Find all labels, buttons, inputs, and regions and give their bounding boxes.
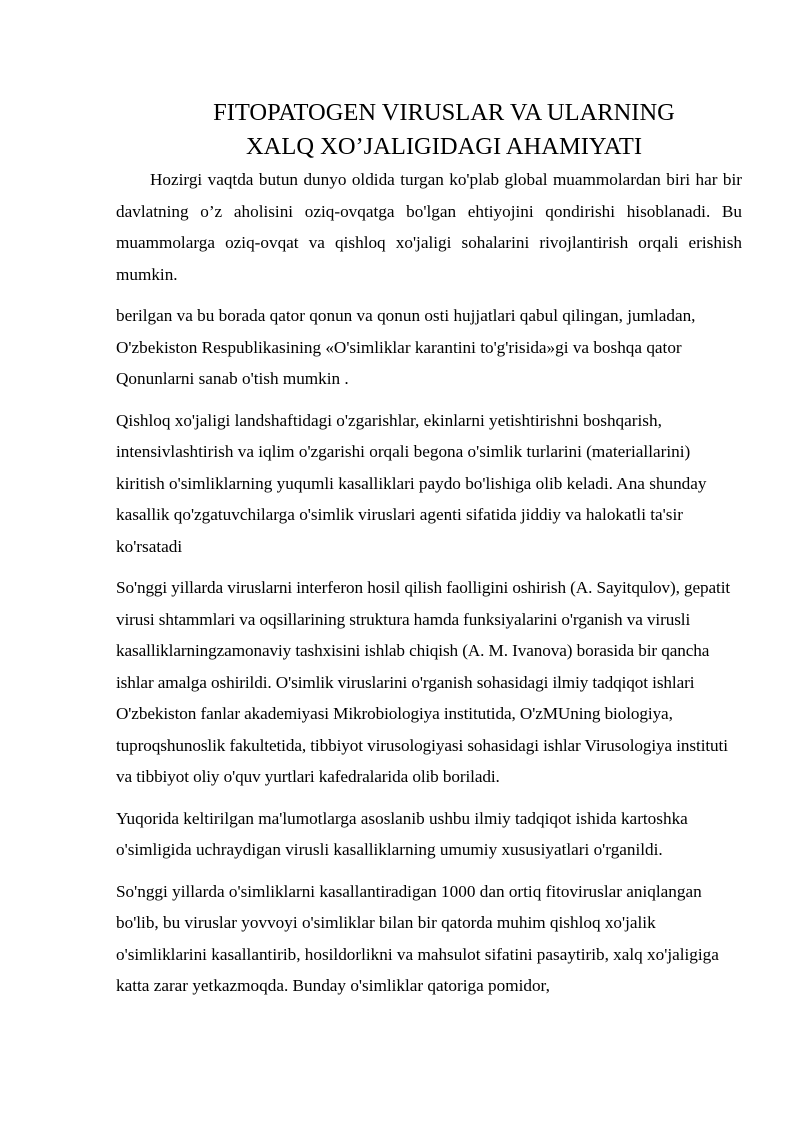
- paragraph-phytoviruses: So'nggi yillarda o'simliklarni kasallantiradigan 1000 dan ortiq fitoviruslar aniqlangan bo'lib, bu viruslar yovvoyi o'simliklar bilan bir qatorda muhim qishloq xo'jalik o'simliklarini kasallantirib, hosildorlikni va mahsulot sifatini pasaytirib, xalq xo'jaligiga katta zarar yetkazmoqda. Bunday o'simliklar qatoriga pomidor,: [116, 881, 719, 995]
- document-title: [146, 96, 742, 164]
- paragraph-intro: Hozirgi vaqtda butun dunyo oldida turgan ko'plab global muammolardan biri har bir davlatning o’z aholisini oziq-ovqatga bo'lgan ehtiyojini qondirishi hisoblanadi. Bu muammolarga oziq-ovqat va qishloq xo'jaligi sohalarini rivojlantirish orqali erishish mumkin.: [116, 170, 742, 284]
- title-line-1: FITOPATOGEN VIRUSLAR VA ULARNING: [213, 99, 675, 126]
- paragraph-research: So'nggi yillarda viruslarni interferon hosil qilish faolligini oshirish (A. Sayitqulov), gepatit virusi shtammlari va oqsillarining struktura hamda funksiyalarini o'rganish va virusli kasalliklarningzamonaviy tashxisini ishlab chiqish (A. M. Ivanova) borasida bir qancha ishlar amalga oshirildi. O'simlik viruslarini o'rganish sohasidagi ilmiy tadqiqot ishlari O'zbekiston fanlar akademiyasi Mikrobiologiya institutida, O'zMUning biologiya, tuproqshunoslik fakultetida, tibbiyot virusologiyasi sohasidagi ishlar Virusologiya instituti va tibbiyot oliy o'quv yurtlari kafedralarida olib boriladi.: [116, 578, 731, 786]
- document-page: [116, 96, 742, 1002]
- paragraph-laws: berilgan va bu borada qator qonun va qonun osti hujjatlari qabul qilingan, jumladan, O'zbekiston Respublikasining «O'simliklar karantini to'g'risida»gi va boshqa qator Qonunlarni sanab o'tish mumkin .: [116, 306, 696, 388]
- paragraph-potato: Yuqorida keltirilgan ma'lumotlarga asoslanib ushbu ilmiy tadqiqot ishida kartoshka o'simligida uchraydigan virusli kasalliklarning umumiy xususiyatlari o'rganildi.: [116, 808, 688, 859]
- paragraph-agriculture: Qishloq xo'jaligi landshaftidagi o'zgarishlar, ekinlarni yetishtirishni boshqarish, intensivlashtirish va iqlim o'zgarishi orqali begona o'simlik turlarini (materiallarini) kiritish o'simliklarning yuqumli kasalliklari paydo bo'lishiga olib keladi. Ana shunday kasallik qo'zgatuvchilarga o'simlik viruslari agenti sifatida jiddiy va halokatli ta'sir ko'rsatadi: [116, 410, 707, 556]
- title-line-2: XALQ XO’JALIGIDAGI AHAMIYATI: [245, 133, 643, 160]
